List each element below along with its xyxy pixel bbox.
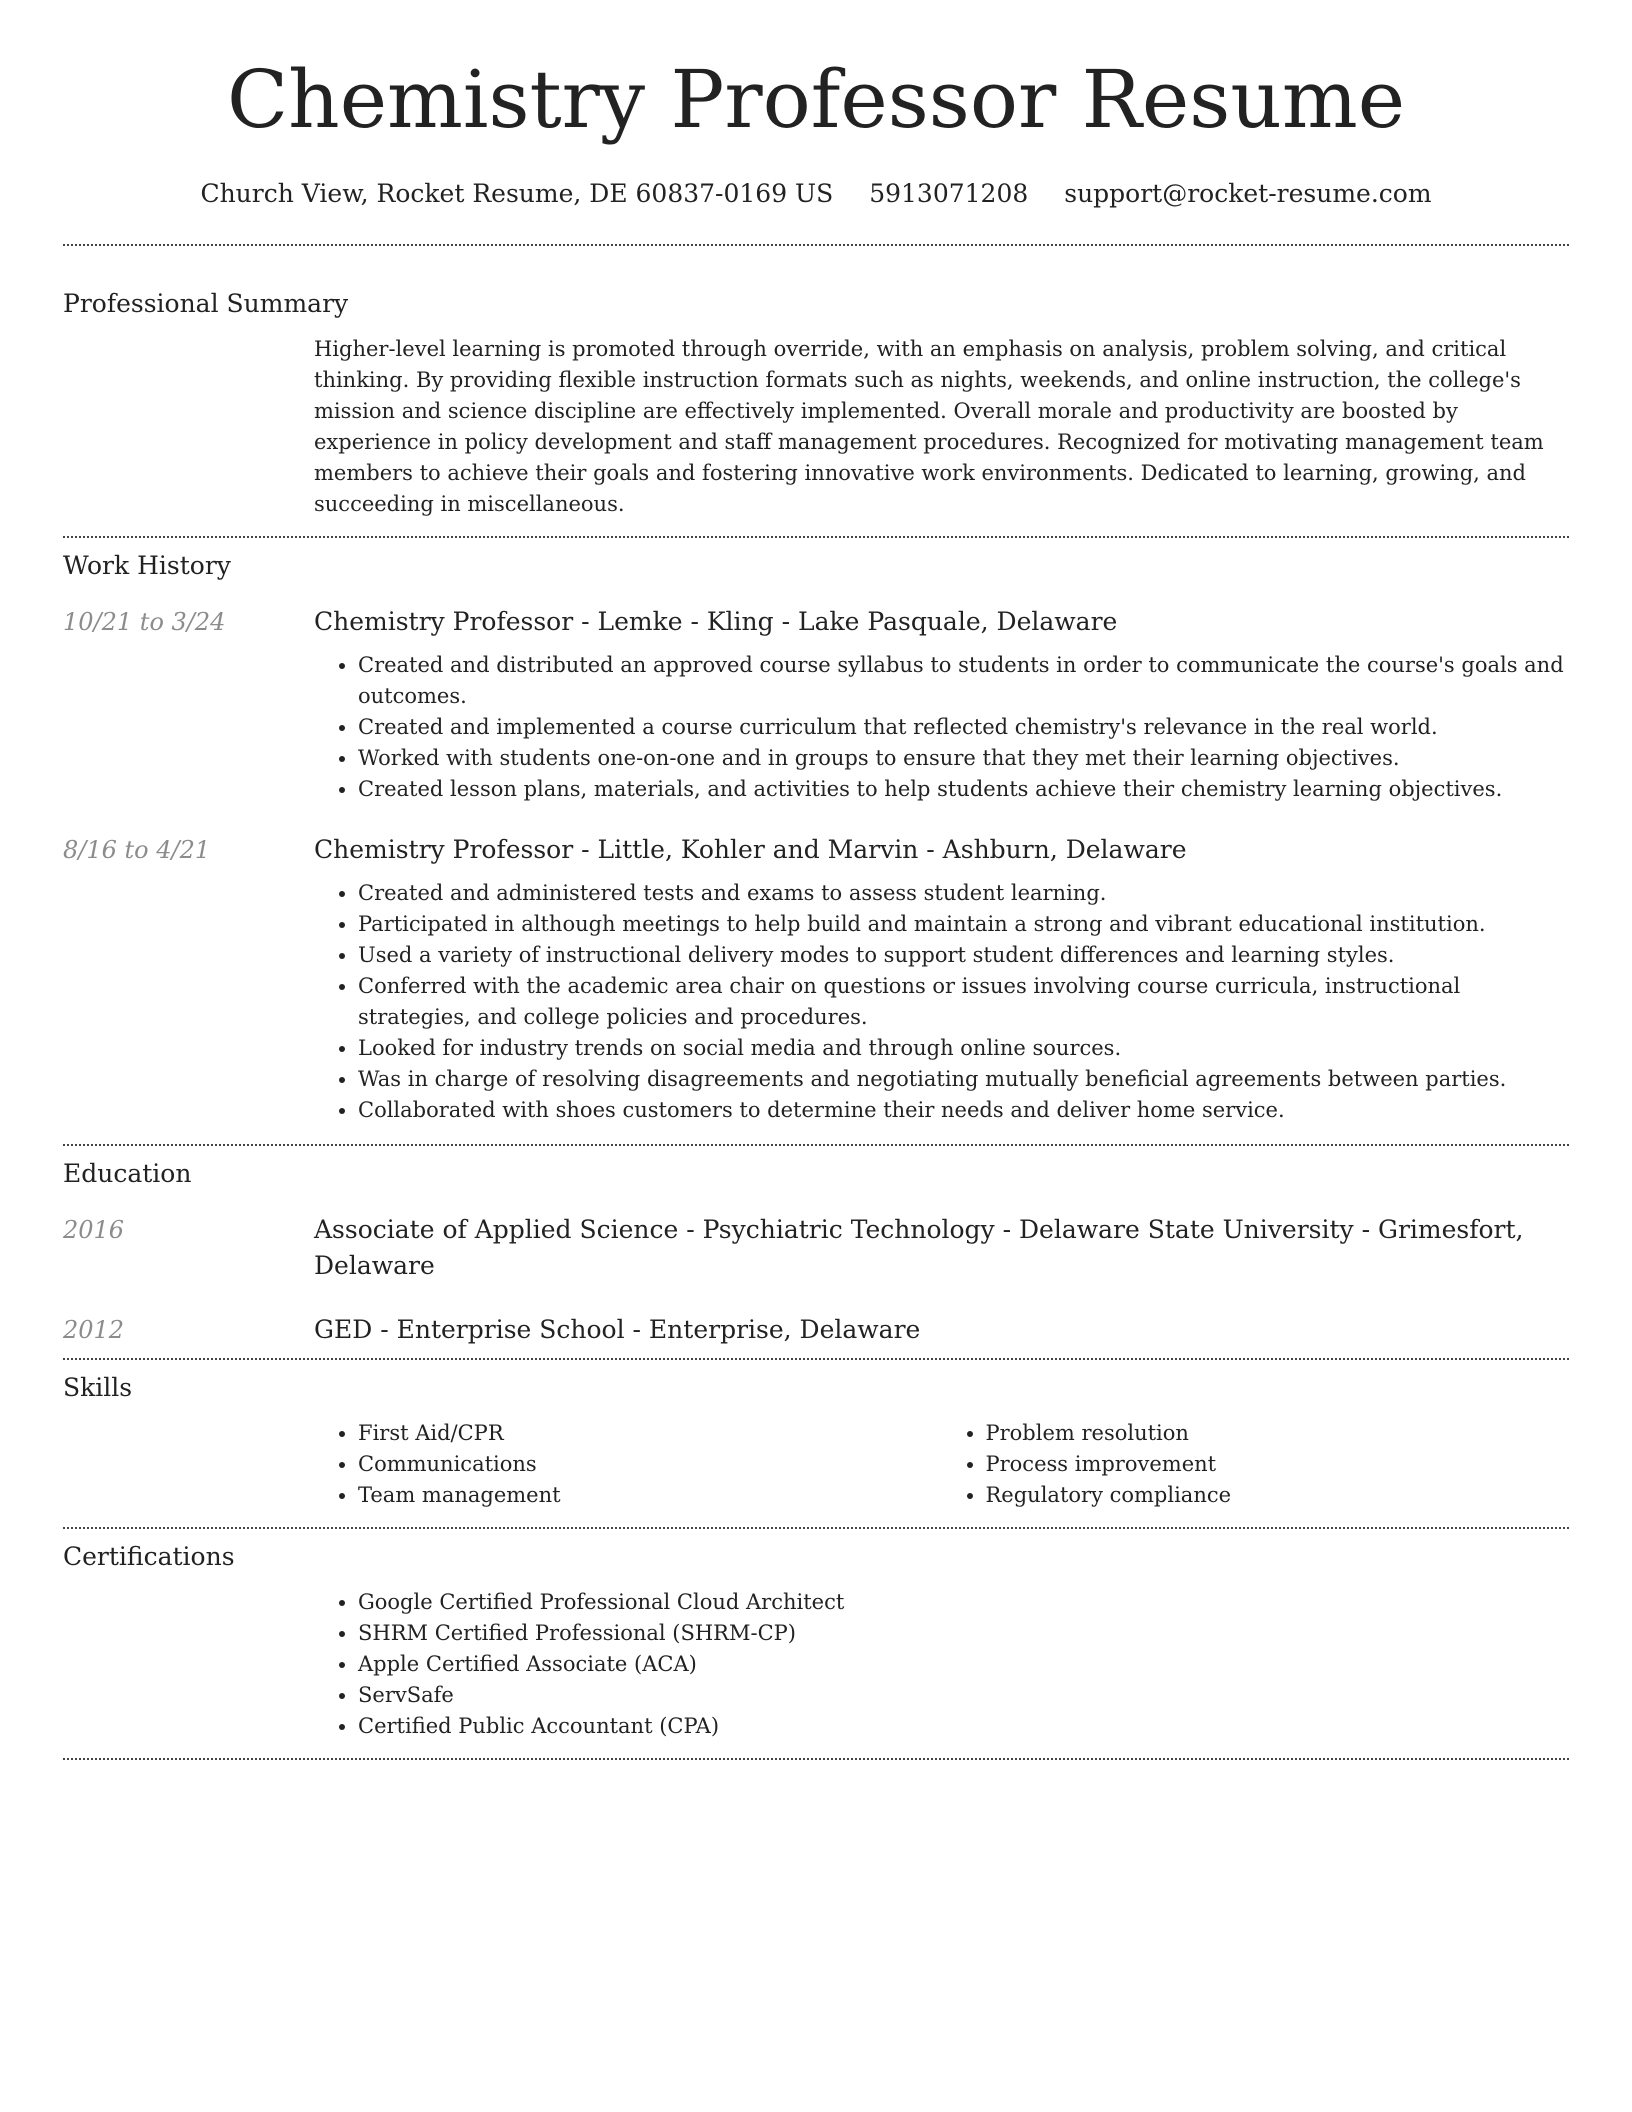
job-bullet: • Created and distributed an approved course syllabus to students in order to communicate the course's goals and outcomes. (358, 650, 1569, 712)
job-entry (63, 604, 1569, 805)
skill-item: • Communications (358, 1449, 942, 1480)
job-title: Chemistry Professor - Little, Kohler and Marvin - Ashburn, Delaware (314, 835, 1187, 864)
job-bullet: • Collaborated with shoes customers to determine their needs and deliver home service. (358, 1095, 1569, 1126)
certifications-row (63, 1587, 1569, 1742)
job-bullet: • Created lesson plans, materials, and activities to help students achieve their chemistry learning objectives. (358, 774, 1569, 805)
job-dates: 10/21 to 3/24 (63, 608, 226, 636)
skills-section (63, 1360, 1569, 1527)
education-title: GED - Enterprise School - Enterprise, Delaware (314, 1315, 921, 1344)
job-bullet: • Created and implemented a course curriculum that reflected chemistry's relevance in the real world. (358, 712, 1569, 743)
education-year: 2016 (63, 1216, 125, 1244)
job-bullet: • Participated in although meetings to help build and maintain a strong and vibrant educational institution. (358, 909, 1569, 940)
summary-heading: Professional Summary (63, 289, 349, 318)
skill-item: • Team management (358, 1480, 942, 1511)
certification-item: • Apple Certified Associate (ACA) (358, 1649, 1569, 1680)
education-title: Associate of Applied Science - Psychiatric Technology - Delaware State University - Grimesfort, Delaware (314, 1215, 1524, 1280)
skill-item: • First Aid/CPR (358, 1418, 942, 1449)
certification-item: • ServSafe (358, 1680, 1569, 1711)
certification-item: • Certified Public Accountant (CPA) (358, 1711, 1569, 1742)
contact-address: Church View, Rocket Resume, DE 60837-0169 US (200, 179, 834, 208)
resume-title: Chemistry Professor Resume (226, 53, 1406, 146)
job-dates: 8/16 to 4/21 (63, 836, 211, 864)
education-section (63, 1146, 1569, 1358)
job-bullet: • Worked with students one-on-one and in groups to ensure that they met their learning objectives. (358, 743, 1569, 774)
contact-phone: 5913071208 (869, 179, 1029, 208)
contact-line (63, 176, 1569, 212)
skill-item: • Regulatory compliance (986, 1480, 1570, 1511)
skills-row (63, 1418, 1569, 1511)
certifications-list (314, 1587, 1569, 1742)
summary-text: Higher-level learning is promoted through override, with an emphasis on analysis, problem solving, and critical thinking. By providing flexible instruction formats such as nights, weekends, and online instruction, the college's mission and science discipline are effectively implemented. Overall morale and productivity are boosted by experience in policy development and staff management procedures. Recognized for motivating management team members to achieve their goals and fostering innovative work environments. Dedicated to learning, growing, and succeeding in miscellaneous. (314, 337, 1544, 516)
skills-column (942, 1418, 1570, 1511)
education-heading: Education (63, 1159, 192, 1188)
job-bullet: • Was in charge of resolving disagreements and negotiating mutually beneficial agreements between parties. (358, 1064, 1569, 1095)
education-year: 2012 (63, 1316, 125, 1344)
job-bullets (314, 650, 1569, 805)
skill-item: • Problem resolution (986, 1418, 1570, 1449)
resume-header (63, 0, 1569, 212)
work-history-heading: Work History (63, 551, 231, 580)
job-bullet: • Used a variety of instructional delivery modes to support student differences and learning styles. (358, 940, 1569, 971)
contact-email: support@rocket-resume.com (1064, 179, 1432, 208)
job-bullet: • Conferred with the academic area chair on questions or issues involving course curricula, instructional strategies, and college policies and procedures. (358, 971, 1569, 1033)
job-bullets (314, 878, 1569, 1126)
certification-item: • SHRM Certified Professional (SHRM-CP) (358, 1618, 1569, 1649)
skill-item: • Process improvement (986, 1449, 1570, 1480)
section-divider (63, 1758, 1569, 1760)
skills-grid (314, 1418, 1569, 1511)
job-title: Chemistry Professor - Lemke - Kling - Lake Pasquale, Delaware (314, 607, 1118, 636)
education-entry (63, 1312, 1569, 1348)
summary-row (63, 334, 1569, 520)
education-entry (63, 1212, 1569, 1284)
job-bullet: • Created and administered tests and exams to assess student learning. (358, 878, 1569, 909)
summary-section (63, 246, 1569, 536)
skills-heading: Skills (63, 1373, 133, 1402)
certifications-heading: Certifications (63, 1542, 235, 1571)
certification-item: • Google Certified Professional Cloud Architect (358, 1587, 1569, 1618)
skills-column (314, 1418, 942, 1511)
work-history-section (63, 538, 1569, 1144)
job-entry (63, 832, 1569, 1126)
certifications-section (63, 1529, 1569, 1758)
job-bullet: • Looked for industry trends on social media and through online sources. (358, 1033, 1569, 1064)
